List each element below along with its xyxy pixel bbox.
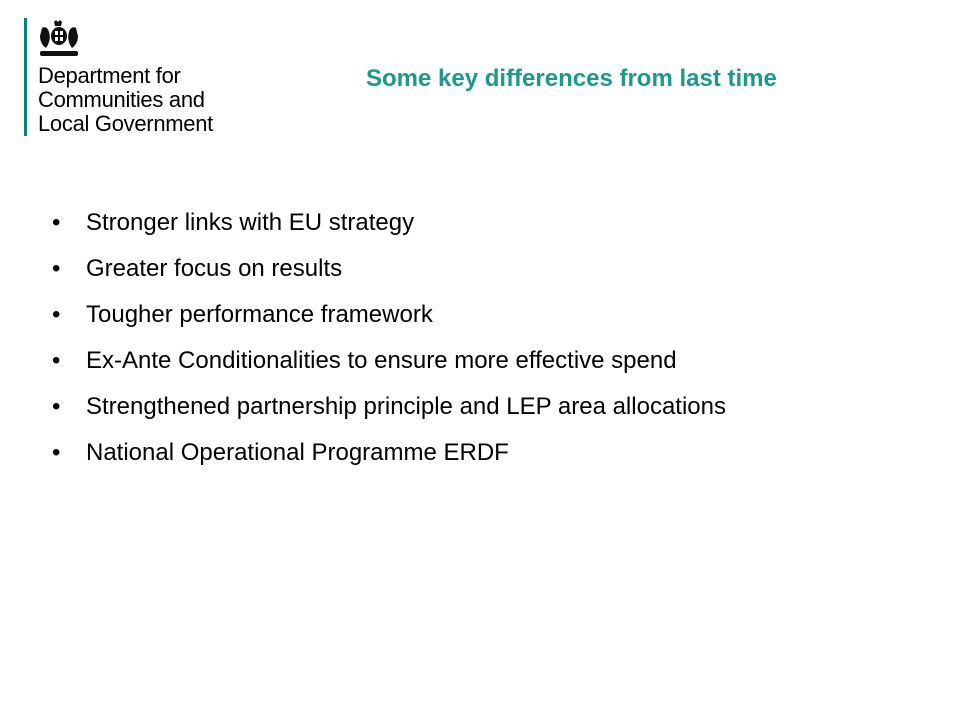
bullet-dot-icon: • — [52, 209, 61, 236]
bullet-item — [52, 438, 912, 468]
bullet-item — [52, 300, 912, 330]
logo-divider-bar — [24, 18, 27, 136]
slide-title: Some key differences from last time — [366, 65, 777, 92]
org-name — [38, 64, 213, 136]
bullet-text: Stronger links with EU strategy — [86, 209, 415, 236]
bullet-dot-icon: • — [52, 255, 61, 282]
bullet-text: Greater focus on results — [86, 255, 343, 282]
bullet-dot-icon: • — [52, 393, 61, 420]
bullet-dot-icon: • — [52, 301, 61, 328]
org-name-line-1: Department for — [38, 63, 181, 88]
org-name-line-2: Communities and — [38, 87, 205, 112]
bullet-text: National Operational Programme ERDF — [86, 439, 509, 466]
bullet-item — [52, 254, 912, 284]
royal-crest-icon — [36, 20, 82, 58]
bullet-text: Tougher performance framework — [86, 301, 433, 328]
bullet-item — [52, 346, 912, 376]
bullet-item — [52, 208, 912, 238]
org-name-line-3: Local Government — [38, 111, 213, 136]
bullet-dot-icon: • — [52, 347, 61, 374]
bullet-text: Strengthened partnership principle and LEP area allocations — [86, 393, 726, 420]
bullet-text: Ex-Ante Conditionalities to ensure more effective spend — [86, 347, 677, 374]
bullet-dot-icon: • — [52, 439, 61, 466]
bullet-item — [52, 392, 912, 422]
bullet-list — [52, 208, 912, 484]
